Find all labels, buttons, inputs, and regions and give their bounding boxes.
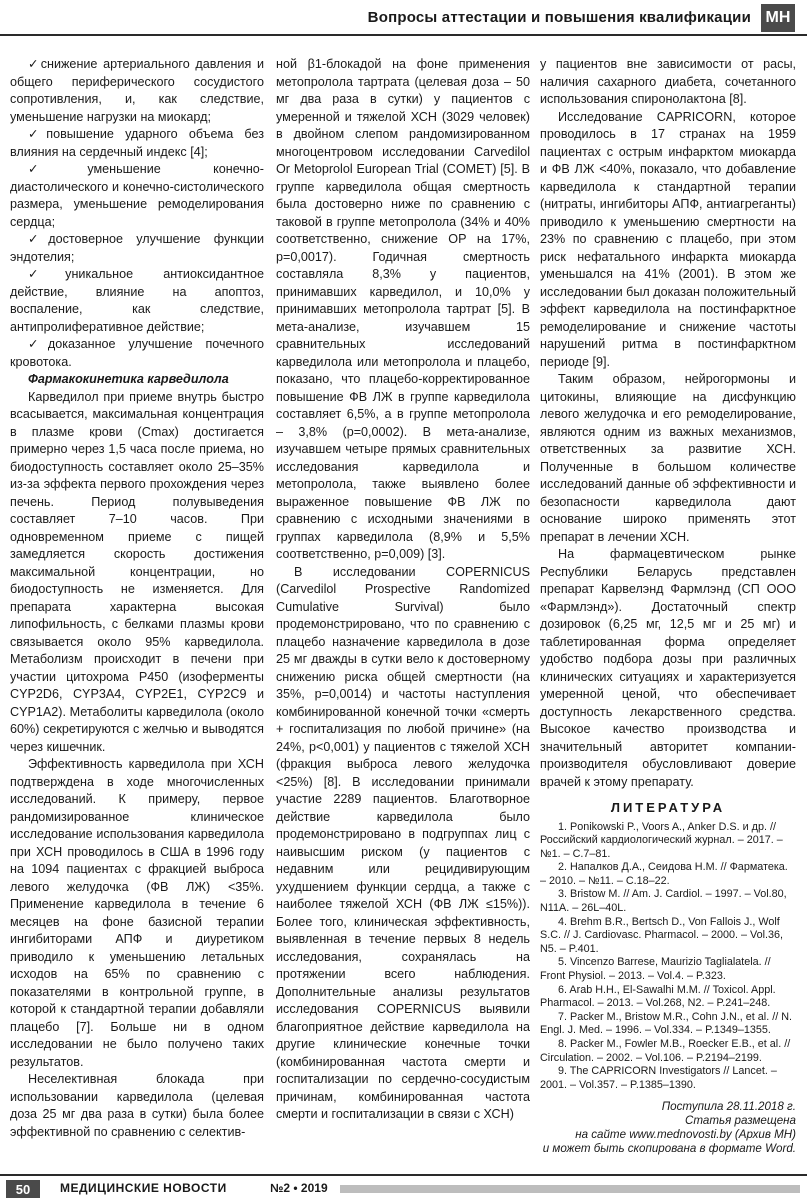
reference-list [540,821,796,1093]
checklist-item: ✓снижение артериального давления и общего периферического сосудистого сопротивления, и, как следствие, уменьшение нагрузки на миокард; [10,57,264,124]
page-footer [0,1174,807,1200]
checklist-item: ✓достоверное улучшение функции эндотелия; [10,232,264,264]
reference-item: 2. Напалков Д.А., Сеидова Н.М. // Фарматека. – 2010. – №11. – С.18–22. [540,861,788,887]
footer-divider [0,1174,807,1176]
reference-item: 4. Brehm B.R., Bertsch D., Von Fallois J., Wolf S.C. // J. Cardiovasc. Pharmacol. – 2000. – Vol.36, N5. – P.401. [540,915,784,955]
site-note: на сайте www.mednovosti.by (Архив МН) [575,1128,796,1142]
reference-item: 6. Arab H.H., El-Sawalhi M.M. // Toxicol. Appl. Pharmacol. – 2013. – Vol.268, N2. – P.241–248. [540,983,776,1010]
journal-logo: МН [761,4,795,32]
literature-heading: ЛИТЕРАТУРА [610,800,726,815]
text-column-2 [276,56,530,1146]
header-divider [0,34,807,36]
reference-item: 1. Ponikowski P., Voors A., Anker D.S. и др. // Российский кардиологический журнал. – 2017. – №1. – С.7–81. [540,820,783,860]
paragraph: Неселективная блокада при использовании карведилола (целевая доза 25 мг два раза в сутки) была более эффективной по сравнению с селектив- [10,1072,264,1139]
section-title: Вопросы аттестации и повышения квалификации [367,9,751,26]
paragraph: В исследовании COPERNICUS (Carvedilol Prospective Randomized Cumulative Survival) было продемонстрировано, что по сравнению с плацебо назначение карведилола в дозе 25 мг дважды в сутки вело к достоверному снижению риска общей смертности (на 35%, p=0,0014) и частоты наступления комбинированной конечной точки «смерть + госпитализация по любой причине» (на 24%, p<0,001) у пациентов с тяжелой ХСН (фракция выброса левого желудочка <25%) [8]. В исследовании принимали участие 2289 пациентов. Благотворное действие карведилола было продемонстрировано в подгруппах лиц с наивысшим риском (у пациентов с недавним или рецидивирующим ухудшением функции сердца, а также с наиболее тяжелой ХСН (ФВ ЛЖ ≤15%)). Более того, клиническая эффективность, выявленная в течение первых 8 недель исследования, сохранялась на протяжении всего наблюдения. Дополнительные анализы результатов исследования COPERNICUS выявили благоприятное действие карведилола на другие клинические конечные точки (комбинированная частота смерти и госпитализации по сердечно-сосудистым причинам, комбинированная частота смерти и госпитализации в связи с ХСН) [276,564,530,1121]
checklist-item: ✓доказанное улучшение почечного кровотока. [10,337,264,369]
paragraph: у пациентов вне зависимости от расы, наличия сахарного диабета, сочетанного использования спиронолактона [8]. [540,57,796,106]
text-column-3 [540,56,797,1156]
reference-item: 5. Vincenzo Barrese, Maurizio Taglialatela. // Front Physiol. – 2013. – Vol.4. – P.323. [540,956,771,983]
text-column-1 [10,56,264,1146]
copy-note: и может быть скопирована в формате Word. [542,1142,796,1156]
footer-decoration-bar [340,1185,800,1193]
checklist-item: ✓уникальное антиоксидантное действие, влияние на апоптоз, воспаление, как следствие, антипролиферативное действие; [10,267,264,334]
paragraph: Таким образом, нейрогормоны и цитокины, влияющие на дисфункцию левого желудочка и его ремоделирование, являются одним из важных механизмов, ответственных за развитие ХСН. Полученные в большом количестве исследований данные об эффективности и безопасности карведилола дают основание широко применять этот препарат в лечении ХСН. [540,372,796,544]
reference-item: 8. Packer M., Fowler M.B., Roecker E.B., et al. // Circulation. – 2002. – Vol.106. – P.2194–2199. [540,1038,791,1064]
issue-number: №2 • 2019 [270,1181,328,1195]
paragraph: Исследование CAPRICORN, которое проводилось в 17 странах на 1959 пациентах с острым инфарктом миокарда и ФВ ЛЖ <40%, показало, что добавление карведилола к стандартной терапии (нитраты, ингибиторы АПФ, антиагреганты) приводило к уменьшению смертности на 23% по сравнению с плацебо, при этом риск нефатального инфаркта миокарда уменьшался на 41% (2001). В этом же исследовании был доказан положительный эффект карведилола на постинфарктное ремоделирование и снижение частоты нарушений ритма в постинфарктном периоде [9]. [540,109,797,369]
reference-item: 7. Packer M., Bristow M.R., Cohn J.N., et al. // N. Engl. J. Med. – 1996. – Vol.334. – P.1349–1355. [540,1010,792,1037]
page-header [0,0,807,38]
checklist-item: ✓повышение ударного объема без влияния на сердечный индекс [4]; [10,127,264,159]
received-date: Поступила 28.11.2018 г. [661,1100,796,1114]
paragraph: Эффективность карведилола при ХСН подтверждена в ходе многочисленных исследований. К примеру, первое рандомизированное клиническое исследование использования карведилола при ХСН проводилось в США в 1996 году на 1094 пациентах с фракцией выброса левого желудочка (ФВ ЛЖ) <35%. Применение карведилола в течение 6 месяцев на фоне базисной терапии ингибиторами АПФ и диуретиком приводило к уменьшению летальных исходов на 65% по сравнению с показателями в контрольной группе, в которой к стандартной терапии добавляли плацебо [7]. Больше ни в одном исследовании не было получено таких результатов. [10,757,264,1069]
reference-item: 9. The CAPRICORN Investigators // Lancet. – 2001. – Vol.357. – P.1385–1390. [540,1065,777,1091]
page-number: 50 [6,1180,40,1198]
reference-item: 3. Bristow M. // Am. J. Cardiol. – 1997. – Vol.80, N11A. – 26L–40L. [540,888,787,915]
placed-note: Статья размещена [685,1114,796,1128]
paragraph: Карведилол при приеме внутрь быстро всасывается, максимальная концентрация в плазме крови (Cmax) достигается примерно через 1,5 часа после приема, но биодоступность составляет около 25–35% из-за эффекта первого прохождения через печень. Период полувыведения составляет 7–10 часов. При одновременном приеме с пищей замедляется скорость достижения максимальной концентрации, но биодоступность не изменяется. Для препарата характерна высокая липофильность, с белками плазмы крови связывается около 95% карведилола. Метаболизм происходит в печени при участии цитохрома Р450 (изоферменты CYP2D6, CYP3A4, CYP2E1, CYP2C9 и CYP1A2). Метаболиты карведилола (около 60%) секретируются с желчью и выводятся через кишечник. [10,389,264,754]
paragraph: На фармацевтическом рынке Республики Беларусь представлен препарат Карвелэнд Фармлэнд (СП ООО «Фармлэнд»). Достаточный спектр дозировок (6,25 мг, 12,5 мг и 25 мг) и таблетированная форма определяет удобство подбора дозы при различных клинических ситуациях и характеризуется умеренной ценой, что обеспечивает доступность лекарственного средства. Высокое качество производства и значительный авторитет компании-производителя обусловливают доверие врачей к этому препарату. [540,547,796,789]
journal-name: МЕДИЦИНСКИЕ НОВОСТИ [60,1181,227,1195]
column-3-paragraphs [540,56,796,791]
article-closing-note [540,1100,796,1156]
paragraph: ной β1-блокадой на фоне применения метопролола тартрата (целевая доза – 50 мг два раза в сутки) у пациентов с умеренной и тяжелой ХСН (3029 человек) в двойном слепом рандомизированном многоцентровом исследовании Carvedilol Or Metoprolol European Trial (COMET) [5]. В группе карведилола общая смертность была достоверно ниже по сравнению с таковой в группе метопролола (34% и 40% соответственно, снижение ОР на 17%, p=0,0017). Годичная смертность составляла 8,3% у пациентов, принимавших карведилол, и 10,0% у принимавших метопролола тартрат [5]. В мета-анализе, изучавшем 15 сравнительных исследований карведилола или метопролола и плацебо, показано, что плацебо-корректированное повышение ФВ ЛЖ в группе карведилола составляет 6,5%, а в группе метопролола – 3,8% (p=0,0002). В мета-анализе, изучавшем четыре прямых сравнительных исследования карведилола и метопролола, также выявлено более выраженное повышение ФВ ЛЖ по сравнению с исходными значениями в группах карведилола (8,9% и 5,5% соответственно, p=0,009) [3]. [276,57,530,561]
checklist-item: ✓уменьшение конечно-диастолического и конечно-систолического размера, уменьшение ремоделирования сердца; [10,162,264,229]
subheading: Фармакокинетика карведилола [28,372,229,386]
